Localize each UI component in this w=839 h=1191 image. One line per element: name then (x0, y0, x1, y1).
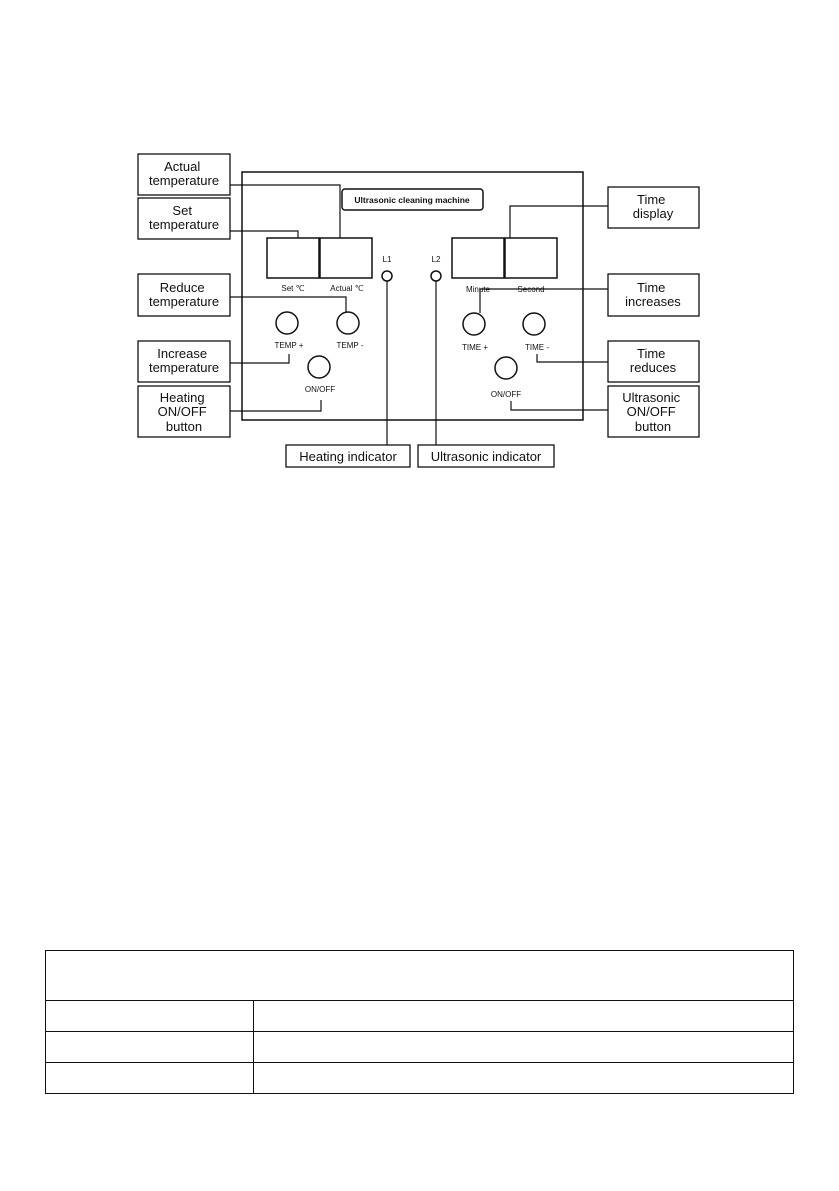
callout-time-increases: Time increases (625, 280, 681, 309)
heating-indicator-led (382, 271, 392, 281)
actual-temperature-display (320, 238, 372, 278)
second-label: Second (517, 285, 545, 294)
callout-ultrasonic-onoff-button: Ultrasonic ON/OFF button (622, 390, 681, 434)
minute-label: Minute (465, 285, 491, 294)
callout-reduce-temperature: Reduce temperature (148, 280, 220, 309)
table-row (46, 1032, 794, 1063)
time-plus-label: TIME + (461, 343, 489, 352)
spec-table-header-cell (46, 951, 794, 1001)
leader-time-reduces (537, 354, 608, 362)
leader-ultrasonic-onoff (511, 401, 608, 410)
heat-onoff-label: ON/OFF (304, 385, 336, 394)
table-row (46, 1063, 794, 1094)
actual-celsius-label: Actual ℃ (330, 284, 364, 293)
callout-set-temperature: Set temperature (148, 203, 220, 232)
time-plus-button[interactable] (463, 313, 485, 335)
heating-onoff-button[interactable] (308, 356, 330, 378)
table-cell (46, 1063, 254, 1094)
ultrasonic-indicator-led (431, 271, 441, 281)
ultra-onoff-label: ON/OFF (490, 390, 522, 399)
leader-increase-temperature (230, 354, 289, 363)
spec-table (45, 950, 794, 1094)
table-cell (46, 1001, 254, 1032)
leader-reduce-temperature (230, 297, 346, 312)
panel-title: Ultrasonic cleaning machine (354, 195, 470, 205)
table-cell (254, 1001, 794, 1032)
leader-time-display (510, 206, 608, 238)
indicator-l2-label: L2 (431, 255, 441, 264)
table-row (46, 1001, 794, 1032)
callout-actual-temperature: Actual temperature (148, 159, 220, 188)
table-cell (254, 1032, 794, 1063)
callout-heating-onoff-button: Heating ON/OFF button (157, 390, 207, 434)
table-cell (254, 1063, 794, 1094)
callout-time-display: Time display (632, 192, 674, 221)
callout-ultrasonic-indicator: Ultrasonic indicator (430, 449, 542, 464)
minute-display (452, 238, 504, 278)
time-minus-button[interactable] (523, 313, 545, 335)
temp-plus-button[interactable] (276, 312, 298, 334)
leader-set-temperature (230, 231, 298, 238)
callout-heating-indicator: Heating indicator (299, 449, 397, 464)
callout-increase-temperature: Increase temperature (148, 346, 220, 375)
temp-minus-label: TEMP - (336, 341, 364, 350)
callout-time-reduces: Time reduces (629, 346, 677, 375)
ultrasonic-onoff-button[interactable] (495, 357, 517, 379)
leader-heating-onoff (230, 400, 321, 411)
set-temperature-display (267, 238, 319, 278)
table-cell (46, 1032, 254, 1063)
indicator-l1-label: L1 (382, 255, 392, 264)
leader-actual-temperature (230, 185, 340, 238)
temp-plus-label: TEMP + (274, 341, 304, 350)
panel-outline (242, 172, 583, 420)
second-display (505, 238, 557, 278)
set-celsius-label: Set ℃ (281, 284, 305, 293)
time-minus-label: TIME - (525, 343, 549, 352)
spec-table-header-row (46, 951, 794, 1001)
temp-minus-button[interactable] (337, 312, 359, 334)
